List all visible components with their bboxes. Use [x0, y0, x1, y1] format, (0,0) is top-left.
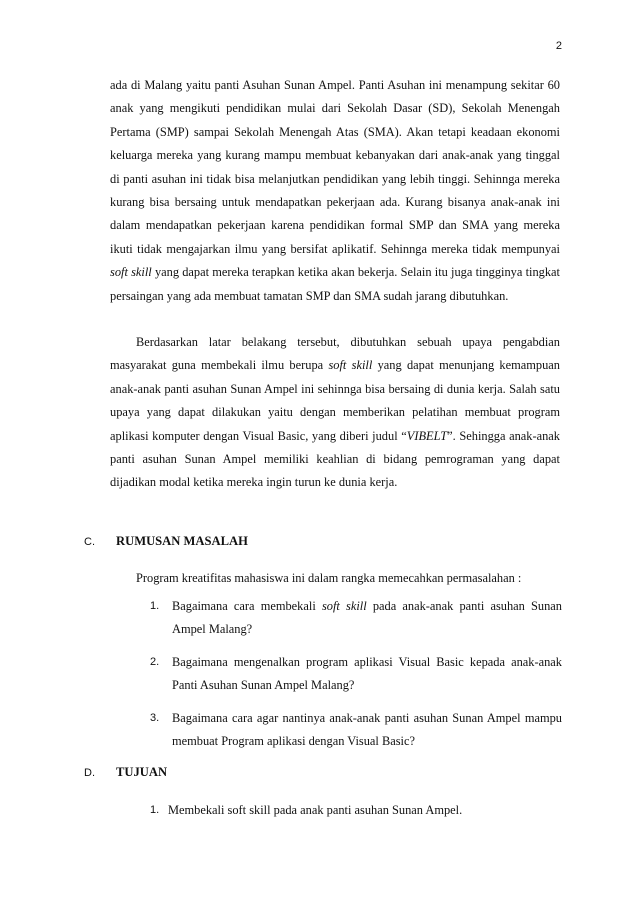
list-item	[150, 595, 562, 641]
section-c-title: RUMUSAN MASALAH	[116, 534, 248, 548]
section-d-marker: D.	[84, 767, 95, 779]
list-item-number: 1.	[150, 804, 160, 816]
paragraph-2-text-c: ”. Sehingga anak-anak panti asuhan Sunan Ampel memiliki keahlian di bidang pemrograman yang dapat dijadikan modal ketika mereka ingin turun ke dunia kerja.	[110, 428, 561, 490]
list-item	[150, 651, 562, 697]
section-c-intro: Program kreatifitas mahasiswa ini dalam rangka memecahkan permasalahan :	[136, 571, 522, 585]
paragraph-1-text-b: yang dapat mereka terapkan ketika akan bekerja. Selain itu juga tingginya tingkat persaingan yang ada membuat tamatan SMP dan SMA sudah jarang dibutuhkan.	[110, 265, 560, 303]
list-item-text-b: pada anak-anak panti asuhan Sunan Ampel Malang?	[172, 599, 562, 636]
list-item-text: Bagaimana mengenalkan program aplikasi Visual Basic kepada anak-anak Panti Asuhan Sunan Ampel Malang?	[172, 655, 562, 692]
paragraph-2-italic-vibelt: VIBELT	[406, 428, 448, 443]
paragraph-background-2	[110, 331, 560, 495]
list-item-number: 3.	[150, 712, 160, 724]
paragraph-2-text-b: yang dapat menunjang kemampuan anak-anak panti asuhan Sunan Ampel ini sehinnga bisa bersaing di dunia kerja. Salah satu upaya yang dapat dilakukan yaitu dengan memberikan pelatihan membuat program aplikasi komputer dengan Visual Basic, yang diberi judul “	[110, 358, 560, 443]
page-number: 2	[555, 40, 562, 52]
list-item	[150, 799, 562, 822]
section-c-heading	[84, 534, 248, 549]
list-item-italic-soft-skill: soft skill	[321, 599, 367, 613]
section-d-heading	[84, 765, 167, 780]
list-item-number: 1.	[150, 600, 160, 612]
list-item-number: 2.	[150, 656, 160, 668]
paragraph-background-1	[110, 74, 560, 308]
paragraph-2-text-a: Berdasarkan latar belakang tersebut, dibutuhkan sebuah upaya pengabdian masyarakat guna membekali ilmu berupa	[110, 335, 560, 373]
section-d-title: TUJUAN	[116, 765, 168, 779]
paragraph-2-italic-soft-skill: soft skill	[328, 358, 373, 373]
list-item-text: Bagaimana cara agar nantinya anak-anak panti asuhan Sunan Ampel mampu membuat Program aplikasi dengan Visual Basic?	[172, 711, 562, 748]
paragraph-1-text-a: ada di Malang yaitu panti Asuhan Sunan Ampel. Panti Asuhan ini menampung sekitar 60 anak yang mengikuti pendidikan mulai dari Sekolah Dasar (SD), Sekolah Menengah Pertama (SMP) sampai Sekolah Menengah Atas (SMA). Akan tetapi keadaan ekonomi keluarga mereka yang kurang mampu membuat kebanyakan dari anak-anak yang tinggal di panti asuhan ini tidak bisa melanjutkan pendidikan yang lebih tinggi. Sehinnga mereka kurang bisa bersaing untuk mendapatkan pekerjaan ada. Kurang bisanya anak-anak ini dalam mendapatkan pekerjaan karena pendidikan formal SMP dan SMA yang mereka ikuti tidak mengajarkan ilmu yang bersifat aplikatif. Sehinnga mereka tidak mempunyai	[110, 78, 560, 256]
list-item-text: Membekali soft skill pada anak panti asuhan Sunan Ampel.	[168, 803, 463, 817]
section-c-marker: C.	[84, 536, 95, 548]
paragraph-1-italic-soft-skill: soft skill	[110, 265, 152, 280]
list-item	[150, 707, 562, 753]
list-item-text-a: Bagaimana cara membekali	[172, 599, 322, 613]
list-item-text	[172, 595, 562, 641]
